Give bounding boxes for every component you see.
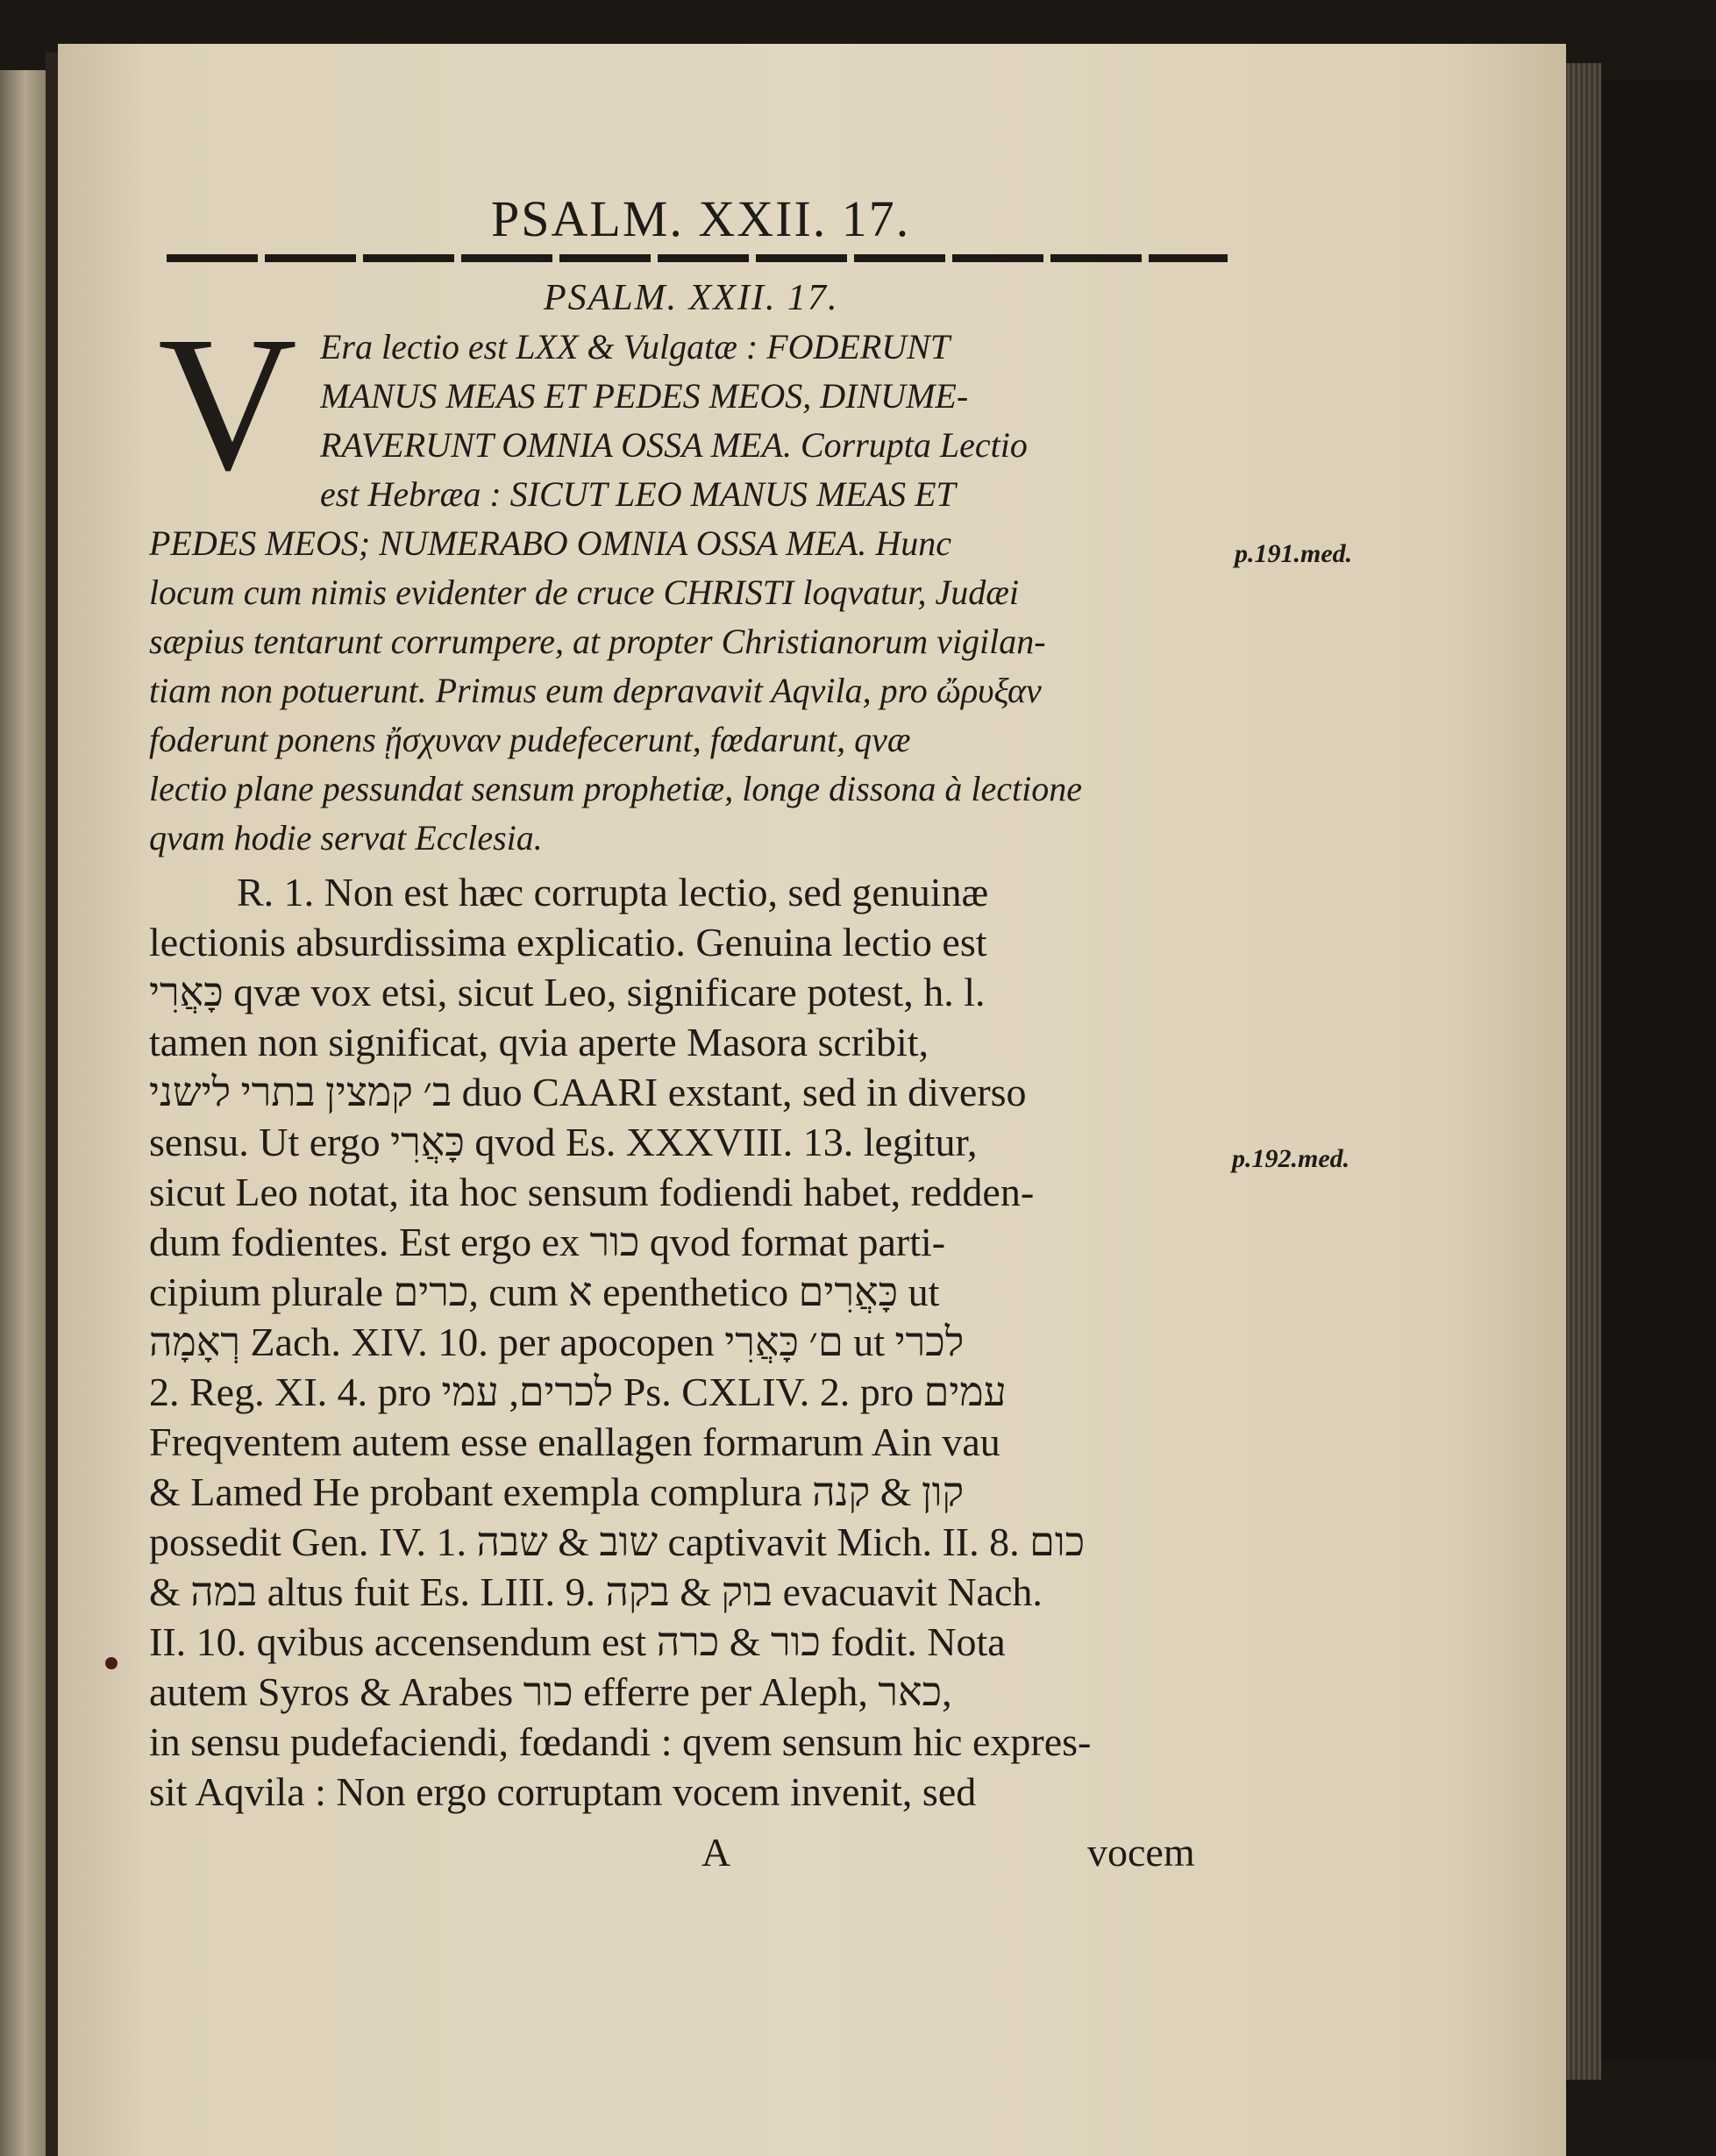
printer-signature: A <box>701 1830 731 1875</box>
text-line: qvam hodie servat Ecclesia. <box>149 818 543 857</box>
text-line: sensu. Ut ergo כָּאֲרִי qvod Es. XXXVIII. 13. legitur, <box>149 1120 978 1164</box>
ink-spot <box>105 1657 117 1669</box>
text-line: & במה altus fuit Es. LIII. 9. בוק & בקה evacuavit Nach. <box>149 1569 1043 1614</box>
text-line: MANUS MEAS ET PEDES MEOS, DINUME- <box>320 376 969 416</box>
text-line: Freqventem autem esse enallagen formarum Ain vau <box>149 1420 1000 1464</box>
text-line: ב׳ קמצין בתרי לישני duo CAARI exstant, sed in diverso <box>149 1070 1027 1114</box>
section-heading: PSALM. XXII. 17. <box>544 278 839 318</box>
text-line: RAVERUNT OMNIA OSSA MEA. Corrupta Lectio <box>320 425 1028 465</box>
header-rule <box>167 254 1228 262</box>
text-line: in sensu pudefaciendi, fœdandi : qvem sensum hic expres- <box>149 1719 1092 1764</box>
facing-page-edge <box>0 70 46 2156</box>
text-line: & Lamed He probant exempla complura קון & קנה <box>149 1469 965 1514</box>
text-line: רְאָמָה Zach. XIV. 10. per apocopen ם׳ כָּאֲרִי ut לכרי <box>149 1320 965 1364</box>
text-line: dum fodientes. Est ergo ex כור qvod format parti- <box>149 1220 946 1264</box>
text-line: 2. Reg. XI. 4. pro לכרים, עמי Ps. CXLIV. 2. pro עמים <box>149 1370 1007 1414</box>
text-line: R. 1. Non est hæc corrupta lectio, sed genuinæ <box>237 870 989 914</box>
text-line: lectionis absurdissima explicatio. Genuina lectio est <box>149 920 987 964</box>
margin-note: p.191.med. <box>1235 539 1353 568</box>
text-line: sæpius tentarunt corrumpere, at propter Christianorum vigilan- <box>149 622 1046 661</box>
text-line: est Hebræa : SICUT LEO MANUS MEAS ET <box>320 474 956 514</box>
text-line: כָּאֲרִי qvæ vox etsi, sicut Leo, significare potest, h. l. <box>149 970 986 1014</box>
catchword: vocem <box>1087 1830 1195 1875</box>
text-line: sicut Leo notat, ita hoc sensum fodiendi habet, redden- <box>149 1170 1035 1214</box>
text-line: sit Aqvila : Non ergo corruptam vocem invenit, sed <box>149 1769 977 1814</box>
page-block-edges <box>1566 63 1601 2080</box>
text-line: cipium plurale כרים, cum א epenthetico כָּאֲרִים ut <box>149 1270 940 1314</box>
text-line: possedit Gen. IV. 1. שוב & שבה captivavit Mich. II. 8. כום <box>149 1519 1086 1564</box>
page-edge-shadow <box>1601 79 1716 2060</box>
text-line: tamen non significat, qvia aperte Masora scribit, <box>149 1020 929 1064</box>
drop-cap: V <box>158 296 297 510</box>
text-line: PEDES MEOS; NUMERABO OMNIA OSSA MEA. Hunc <box>149 523 951 563</box>
margin-note: p.192.med. <box>1232 1144 1350 1173</box>
running-head: PSALM. XXII. 17. <box>491 190 911 247</box>
text-line: Era lectio est LXX & Vulgatæ : FODERUNT <box>320 327 951 366</box>
text-line: lectio plane pessundat sensum prophetiæ, longe dissona à lectione <box>149 769 1082 808</box>
text-line: autem Syros & Arabes כור efferre per Aleph, כאר, <box>149 1669 952 1714</box>
text-line: locum cum nimis evidenter de cruce CHRISTI loqvatur, Judæi <box>149 573 1020 612</box>
text-line: foderunt ponens ᾔσχυναν pudefecerunt, fœdarunt, qvæ <box>149 720 911 759</box>
text-line: tiam non potuerunt. Primus eum depravavit Aqvila, pro ὤρυξαν <box>149 671 1042 710</box>
text-line: II. 10. qvibus accensendum est כור & כרה fodit. Nota <box>149 1619 1006 1664</box>
